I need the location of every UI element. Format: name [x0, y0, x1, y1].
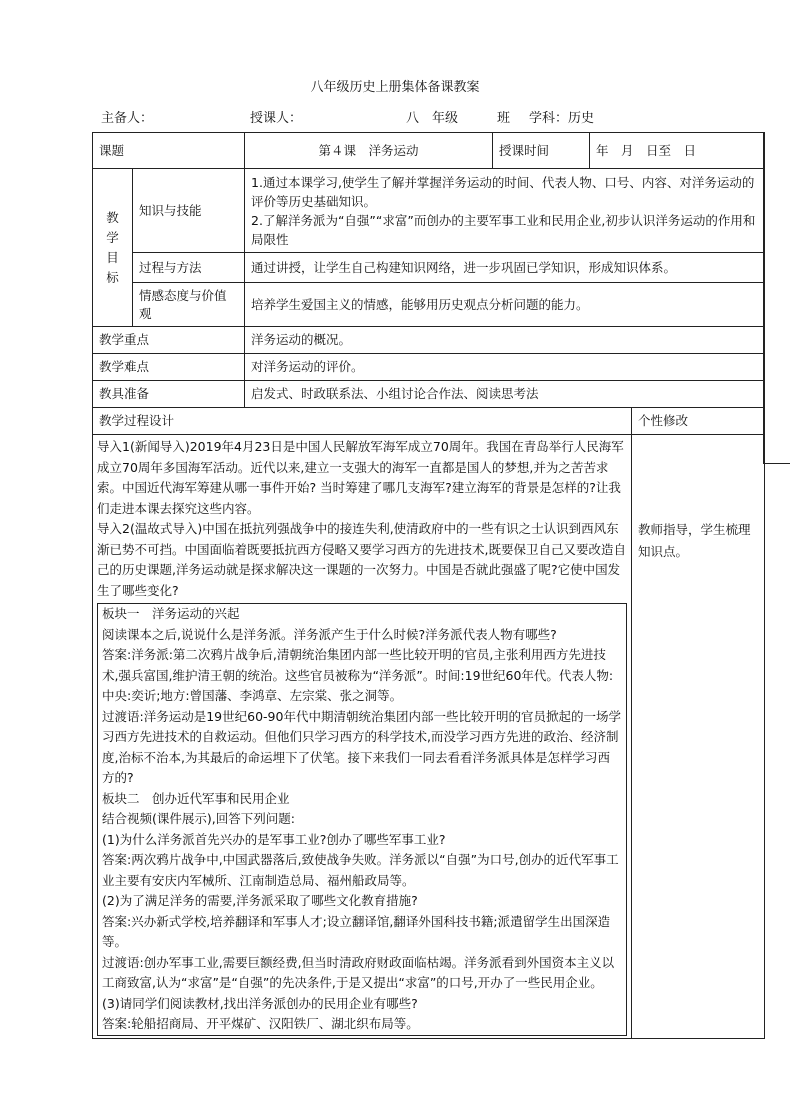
key-point-label: 教学重点	[93, 327, 245, 354]
tools-label: 教具准备	[93, 381, 245, 408]
block-2-title: 板块二 创办近代军事和民用企业	[102, 790, 290, 806]
process-body	[93, 435, 632, 1039]
goal-name-knowledge: 知识与技能	[133, 169, 245, 253]
goals-label: 教 学 目 标	[93, 169, 133, 327]
process-body-row	[93, 435, 765, 1039]
goal-row-method	[93, 253, 765, 283]
goal-row-attitude	[93, 283, 765, 327]
difficulty-value: 对洋务运动的评价。	[245, 354, 765, 381]
block-1-title: 板块一 洋务运动的兴起	[102, 606, 240, 621]
difficulty-row	[93, 354, 765, 381]
personal-note: 教师指导，学生梳理知识点。	[632, 435, 765, 1039]
goal-row-knowledge	[93, 169, 765, 253]
goal-text-knowledge: 1.通过本课学习,使学生了解并掌握洋务运动的时间、代表人物、口号、内容、对洋务运动的评价等历史基础知识。 2.了解洋务派为“自强”“求富”而创办的主要军事工业和民用企业,初步认识洋务运动的作用和局限性	[245, 169, 765, 253]
block-1-question: 阅读课本之后,说说什么是洋务派。洋务派产生于什么时候?洋务派代表人物有哪些?	[102, 626, 557, 642]
transition-2: 过渡语:创办军事工业,需要巨额经费,但当时清政府财政面临枯竭。洋务派看到外国资本主义以工商致富,认为“求富”是“自强”的先决条件,于是又提出“求富”的口号,开办了一些民用企业。	[102, 954, 615, 990]
subject-label: 学科：历史	[529, 111, 595, 126]
personal-label: 个性修改	[632, 408, 765, 435]
block-2-instruction: 结合视频(课件展示),回答下列问题:	[102, 811, 295, 826]
process-right-rule	[763, 463, 790, 464]
key-point-value: 洋务运动的概况。	[245, 327, 765, 354]
topic-row	[93, 133, 765, 169]
process-header-row	[93, 408, 765, 435]
question-1: (1)为什么洋务派首先兴办的是军事工业?创办了哪些军事工业?	[102, 831, 446, 847]
goal-text-attitude: 培养学生爱国主义的情感，能够用历史观点分析问题的能力。	[245, 283, 765, 327]
topic-value: 第４课 洋务运动	[245, 133, 493, 169]
time-value: 年 月 日至 日	[590, 133, 765, 169]
topic-label: 课题	[93, 133, 245, 169]
question-3: (3)请同学们阅读教材,找出洋务派创办的民用企业有哪些?	[102, 995, 418, 1011]
goal-name-method: 过程与方法	[133, 253, 245, 283]
time-label: 授课时间	[493, 133, 590, 169]
grade-label: 八 年级	[406, 111, 459, 126]
question-2: (2)为了满足洋务的需要,洋务派采取了哪些文化教育措施?	[102, 893, 418, 908]
lesson-plan-table	[92, 132, 765, 1039]
answer-3: 答案:轮船招商局、开平煤矿、汉阳铁厂、湖北织布局等。	[102, 1016, 419, 1031]
teacher-label: 授课人：	[250, 111, 303, 126]
preparer-label: 主备人：	[101, 111, 154, 126]
tools-row	[93, 381, 765, 408]
document-title: 八年级历史上册集体备课教案	[310, 80, 480, 95]
class-label: 班	[497, 111, 511, 126]
goal-name-attitude: 情感态度与价值观	[133, 283, 245, 327]
goal-text-method: 通过讲授，让学生自己构建知识网络，进一步巩固已学知识，形成知识体系。	[245, 253, 765, 283]
difficulty-label: 教学难点	[93, 354, 245, 381]
block-1-answer: 答案:洋务派:第二次鸦片战争后,清朝统治集团内部一些比较开明的官员,主张利用西方先进技术,强兵富国,维护清王朝的统治。这些官员被称为“洋务派”。时间:19世纪60年代。代表人物:中央:奕䜣;地方:曾国藩、李鸿章、左宗棠、张之洞等。	[102, 647, 614, 703]
intro-1: 导入1(新闻导入)2019年4月23日是中国人民解放军海军成立70周年。我国在青岛举行人民海军成立70周年多国海军活动。近代以来,建立一支强大的海军一直都是国人的梦想,并为之苦苦求索。中国近代海军筹建从哪一事件开始? 当时筹建了哪几支海军?建立海军的背景是怎样的?让我们走进本课去探究这些内容。	[97, 439, 624, 516]
process-label: 教学过程设计	[93, 408, 632, 435]
answer-1: 答案:两次鸦片战争中,中国武器落后,致使战争失败。洋务派以“自强”为口号,创办的近代军事工业主要有安庆内军械所、江南制造总局、福州船政局等。	[102, 852, 619, 888]
tools-value: 启发式、时政联系法、小组讨论合作法、阅读思考法	[245, 381, 765, 408]
intro-2: 导入2(温故式导入)中国在抵抗列强战争中的接连失利,使清政府中的一些有识之士认识到西风东渐已势不可挡。中国面临着既要抵抗西方侵略又要学习西方的先进技术,既要保卫自己又要改造自己的历史课题,洋务运动就是探求解决这一课题的一次努力。中国是否就此强盛了呢?它使中国发生了哪些变化?	[97, 521, 626, 598]
answer-2: 答案:兴办新式学校,培养翻译和军事人才;设立翻译馆,翻译外国科技书籍;派遣留学生出国深造等。	[102, 913, 611, 949]
transition-1: 过渡语:洋务运动是19世纪60-90年代中期清朝统治集团内部一些比较开明的官员掀起的一场学习西方先进技术的自救运动。但他们只学习西方的科学技术,而没学习西方先进的政治、经济制度,治标不治本,为其最后的命运埋下了伏笔。接下来我们一同去看看洋务派具体是怎样学习西方的?	[102, 708, 621, 785]
blocks-box	[97, 603, 627, 1036]
key-point-row	[93, 327, 765, 354]
